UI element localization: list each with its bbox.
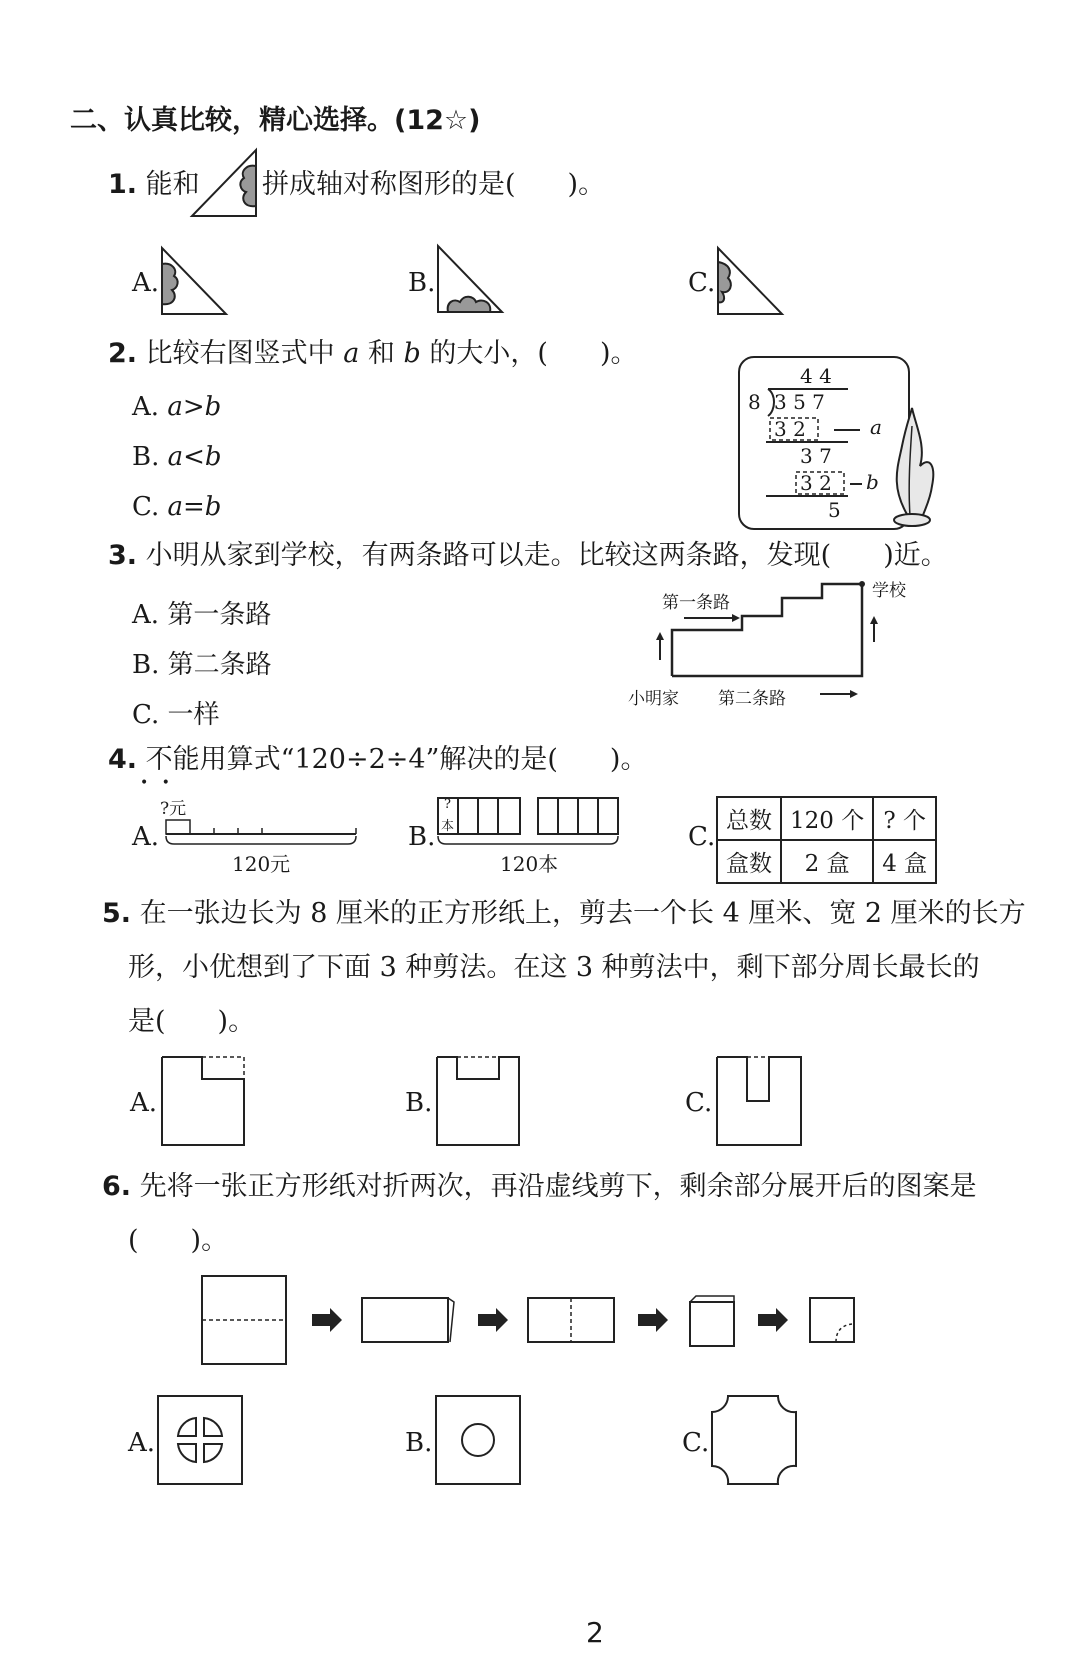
- label-b: b: [866, 470, 879, 494]
- page-number: 2: [586, 1616, 604, 1649]
- option-label: A.: [132, 392, 160, 422]
- q4-option-c-label[interactable]: C.: [688, 822, 716, 852]
- question-1-rest: [262, 171, 605, 198]
- question-text: 比较右图竖式中: [145, 338, 344, 369]
- half-triangle-figure: [190, 148, 260, 220]
- q1-option-a-label[interactable]: A.: [132, 268, 160, 298]
- question-text-end: )近。: [883, 540, 948, 571]
- route2-label: 第二条路: [718, 689, 786, 709]
- question-number: 3.: [108, 540, 138, 571]
- q4-option-b-label[interactable]: B.: [408, 822, 436, 852]
- q6-option-a-label[interactable]: A.: [128, 1428, 156, 1458]
- question-text-line3: 是(: [128, 1006, 166, 1037]
- q4-b-bottom-label: 120本: [500, 852, 559, 876]
- division-final: 5: [828, 498, 841, 522]
- route1-label: 第一条路: [662, 593, 730, 613]
- question-number: 2.: [108, 338, 138, 369]
- question-text-end: )。: [190, 1225, 229, 1256]
- q3-option-a[interactable]: [132, 594, 271, 631]
- question-text-post: 拼成轴对称图形的是(: [262, 169, 516, 200]
- question-text-end: )。: [567, 169, 606, 200]
- question-number: 6.: [102, 1171, 132, 1202]
- question-text: 不能用算式“120÷2÷4”解决的是(: [145, 744, 558, 775]
- q4-c-table: [716, 796, 937, 884]
- option-expr: a<b: [167, 442, 222, 472]
- division-remainder1: 3 7: [800, 444, 832, 468]
- q4-b-question-mark: ?: [444, 797, 451, 812]
- q2-option-a[interactable]: [132, 392, 221, 422]
- question-1: [108, 171, 200, 198]
- school-label: 学校: [872, 581, 906, 601]
- variable-a: a: [343, 338, 360, 369]
- section-title: 二、认真比较，精心选择。(12☆): [70, 105, 481, 136]
- division-dividend: 3 5 7: [774, 390, 825, 414]
- q4-b-unit: 本: [441, 819, 455, 834]
- option-text: 第二条路: [167, 650, 272, 680]
- table-cell: ? 个: [873, 797, 936, 840]
- question-number: 5.: [102, 898, 132, 929]
- question-text-mid: 和: [359, 338, 404, 369]
- division-divisor: 8: [748, 390, 761, 414]
- table-cell: 总数: [717, 797, 781, 840]
- question-2: [108, 340, 637, 367]
- question-text-line1: 先将一张正方形纸对折两次，再沿虚线剪下，剩余部分展开后的图案是: [139, 1171, 977, 1202]
- q5-option-a-label[interactable]: A.: [130, 1088, 158, 1118]
- q4-b-blocks-diagram: [436, 796, 626, 848]
- question-text-end: )。: [217, 1006, 256, 1037]
- question-text-end: )。: [599, 338, 638, 369]
- option-text: 一样: [167, 700, 220, 730]
- table-row: [717, 840, 936, 883]
- option-label: A.: [132, 600, 160, 630]
- option-expr: a>b: [167, 392, 222, 422]
- question-6: [102, 1160, 977, 1268]
- option-expr: a=b: [167, 492, 222, 522]
- q3-option-b[interactable]: [132, 644, 272, 681]
- table-cell: 4 盒: [873, 840, 936, 883]
- option-text: 第一条路: [167, 600, 272, 630]
- q5-option-b-figure: [435, 1055, 525, 1150]
- emphasis-dots: • •: [140, 775, 170, 791]
- question-4: [108, 746, 647, 773]
- variable-b: b: [403, 338, 421, 369]
- q6-option-b-figure: [434, 1394, 526, 1488]
- option-label: C.: [132, 492, 160, 522]
- question-text: 小明从家到学校，有两条路可以走。比较这两条路，发现(: [145, 540, 832, 571]
- label-a: a: [870, 415, 882, 439]
- q2-option-b[interactable]: [132, 442, 222, 472]
- question-text-line2: (: [128, 1225, 139, 1256]
- q1-option-c-figure: [716, 246, 786, 318]
- q2-option-c[interactable]: [132, 492, 221, 522]
- q1-option-b-figure: [436, 244, 506, 316]
- question-text-b: 的大小，(: [420, 338, 548, 369]
- q5-option-c-figure: [715, 1055, 805, 1150]
- q3-option-c[interactable]: [132, 694, 220, 731]
- q4-a-segment-diagram: [164, 814, 364, 848]
- home-label: 小明家: [628, 689, 679, 709]
- table-cell: 盒数: [717, 840, 781, 883]
- question-5: [102, 887, 1026, 1049]
- division-step2: 3 2: [800, 471, 832, 495]
- division-quotient: 4 4: [800, 364, 832, 388]
- q5-option-c-label[interactable]: C.: [685, 1088, 713, 1118]
- division-step1: 3 2: [774, 417, 806, 441]
- question-text-line2: 形，小优想到了下面 3 种剪法。在这 3 种剪法中，剩下部分周长最长的: [128, 952, 980, 983]
- question-text-end: )。: [609, 744, 648, 775]
- option-label: B.: [132, 650, 160, 680]
- q6-option-a-figure: [156, 1394, 248, 1488]
- q6-option-c-figure: [710, 1394, 802, 1488]
- table-row: [717, 797, 936, 840]
- table-cell: 120 个: [781, 797, 873, 840]
- question-number: 4.: [108, 744, 138, 775]
- q5-option-a-figure: [160, 1055, 250, 1150]
- q4-a-bottom-label: 120元: [232, 852, 291, 876]
- q4-option-a-label[interactable]: A.: [132, 822, 160, 852]
- q1-option-a-figure: [160, 246, 230, 318]
- question-text-line1: 在一张边长为 8 厘米的正方形纸上，剪去一个长 4 厘米、宽 2 厘米的长方: [139, 898, 1026, 929]
- long-division-lines: [740, 356, 950, 531]
- folding-steps-diagram: [200, 1274, 860, 1370]
- question-number: 1.: [108, 169, 138, 200]
- q4-a-top-label: ?元: [160, 799, 187, 819]
- q6-option-b-label[interactable]: B.: [405, 1428, 433, 1458]
- q5-option-b-label[interactable]: B.: [405, 1088, 433, 1118]
- q6-option-c-label[interactable]: C.: [682, 1428, 710, 1458]
- option-label: B.: [132, 442, 160, 472]
- table-cell: 2 盒: [781, 840, 873, 883]
- q1-option-b-label[interactable]: B.: [408, 268, 436, 298]
- question-text: 能和: [145, 169, 200, 200]
- question-3: [108, 542, 948, 569]
- q1-option-c-label[interactable]: C.: [688, 268, 716, 298]
- option-label: C.: [132, 700, 160, 730]
